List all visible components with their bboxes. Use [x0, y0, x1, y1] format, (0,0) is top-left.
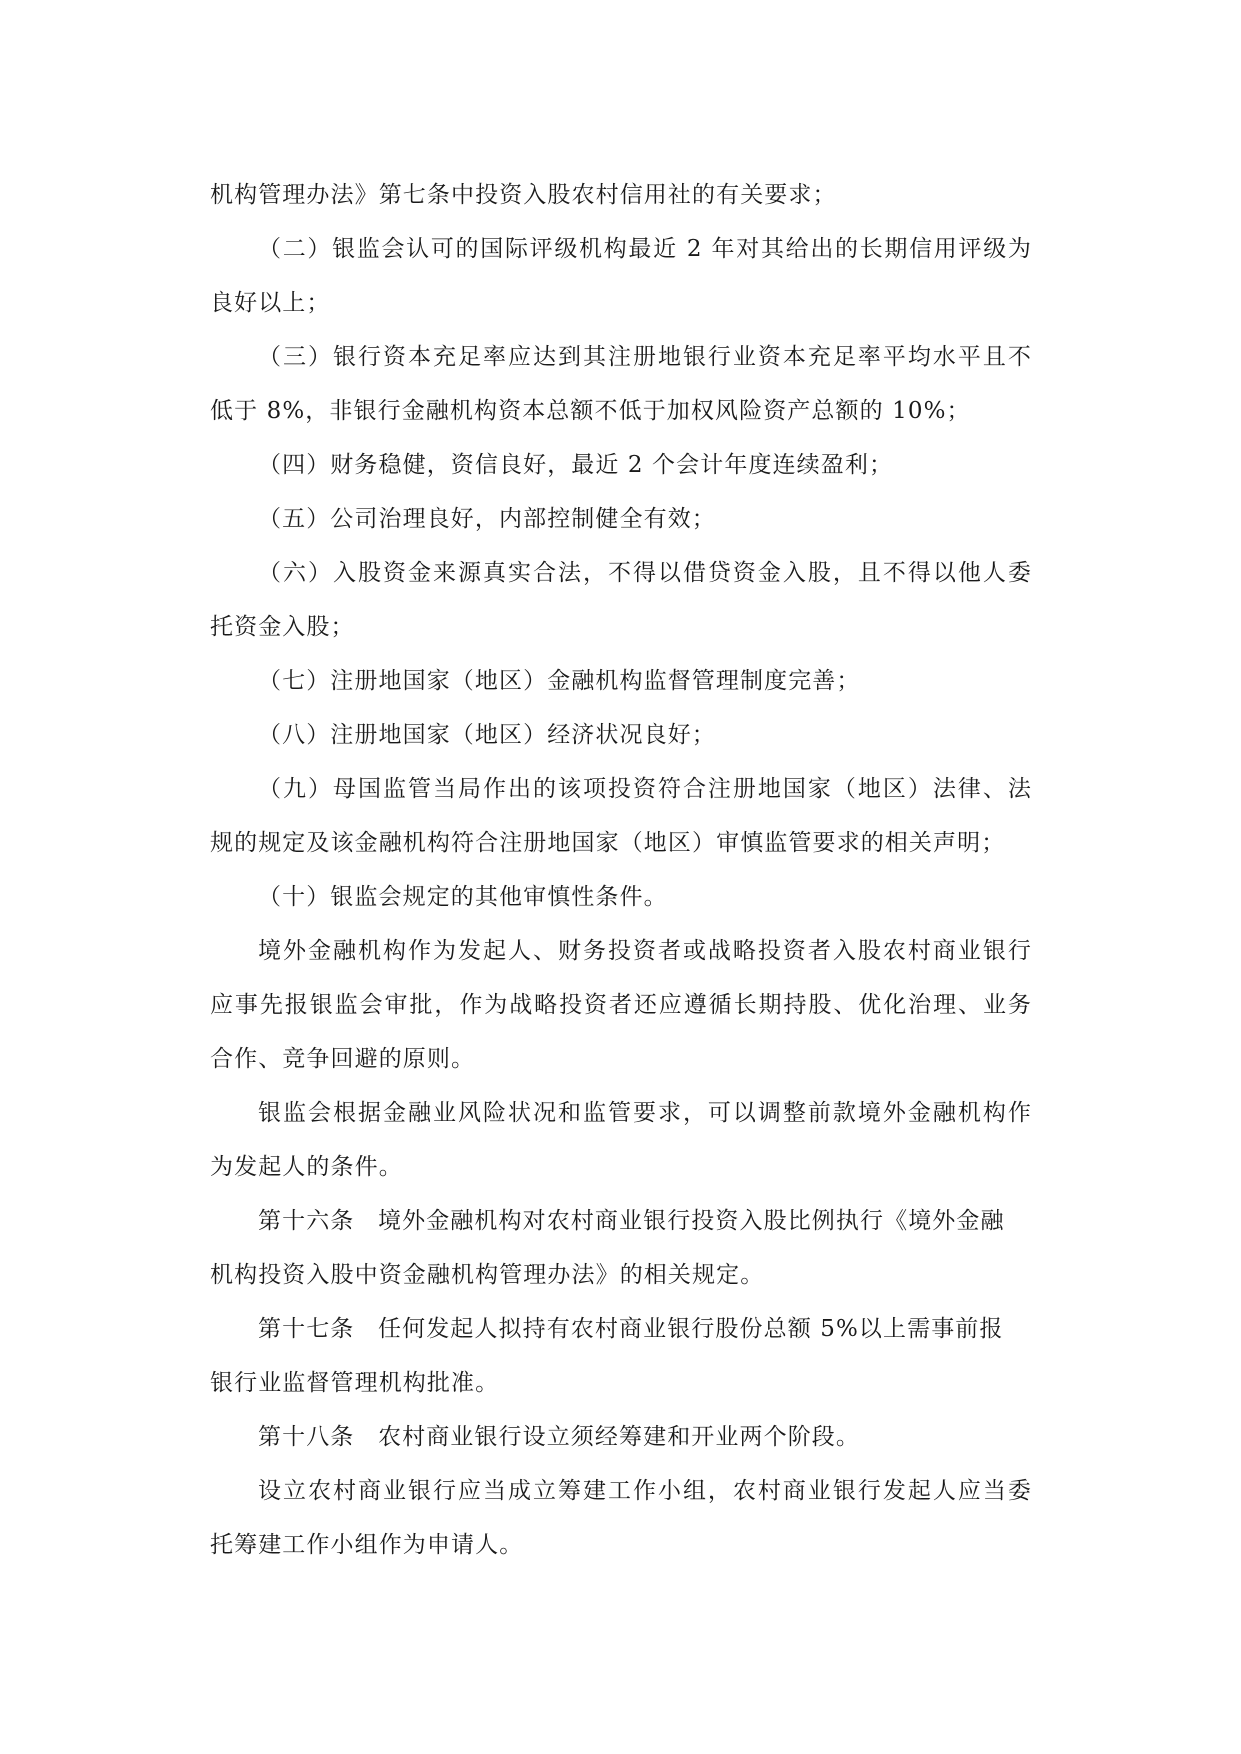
list-item-9: （九）母国监管当局作出的该项投资符合注册地国家（地区）法律、法 — [258, 776, 1032, 802]
paragraph-line: 为发起人的条件。 — [210, 1154, 403, 1180]
paragraph-line: 应事先报银监会审批，作为战略投资者还应遵循长期持股、优化治理、业务 — [210, 992, 1032, 1018]
paragraph-foreign-institutions: 境外金融机构作为发起人、财务投资者或战略投资者入股农村商业银行 — [258, 938, 1032, 964]
document-body — [210, 168, 1032, 1572]
paragraph-adjust-conditions: 银监会根据金融业风险状况和监管要求，可以调整前款境外金融机构作 — [258, 1100, 1032, 1126]
list-item-2: （二）银监会认可的国际评级机构最近 2 年对其给出的长期信用评级为 — [258, 236, 1032, 262]
list-item-10: （十）银监会规定的其他审慎性条件。 — [258, 884, 668, 910]
list-item-6: （六）入股资金来源真实合法，不得以借贷资金入股，且不得以他人委 — [258, 560, 1032, 586]
article-number: 第十八条 — [258, 1424, 355, 1450]
paragraph-line: 规的规定及该金融机构符合注册地国家（地区）审慎监管要求的相关声明； — [210, 830, 1006, 856]
paragraph-line: 银行业监督管理机构批准。 — [210, 1370, 500, 1396]
paragraph-line: 托筹建工作小组作为申请人。 — [210, 1532, 524, 1558]
paragraph-line: 良好以上； — [210, 290, 331, 316]
paragraph-preparatory-group: 设立农村商业银行应当成立筹建工作小组，农村商业银行发起人应当委 — [258, 1478, 1032, 1504]
article-number: 第十七条 — [258, 1316, 355, 1342]
article-16 — [210, 1194, 1032, 1248]
list-item-8: （八）注册地国家（地区）经济状况良好； — [258, 722, 716, 748]
list-item-7: （七）注册地国家（地区）金融机构监督管理制度完善； — [258, 668, 861, 694]
paragraph-line: 合作、竞争回避的原则。 — [210, 1046, 476, 1072]
paragraph-line: 机构投资入股中资金融机构管理办法》的相关规定。 — [210, 1262, 765, 1288]
article-number: 第十六条 — [258, 1208, 355, 1234]
paragraph-line: 机构管理办法》第七条中投资入股农村信用社的有关要求； — [210, 182, 837, 208]
article-17 — [210, 1302, 1032, 1356]
article-text: 任何发起人拟持有农村商业银行股份总额 5%以上需事前报 — [378, 1316, 1004, 1342]
list-item-3: （三）银行资本充足率应达到其注册地银行业资本充足率平均水平且不 — [258, 344, 1032, 370]
article-text: 农村商业银行设立须经筹建和开业两个阶段。 — [378, 1424, 860, 1450]
list-item-4: （四）财务稳健，资信良好，最近 2 个会计年度连续盈利； — [258, 452, 894, 478]
paragraph-line: 托资金入股； — [210, 614, 355, 640]
list-item-5: （五）公司治理良好，内部控制健全有效； — [258, 506, 716, 532]
paragraph-line: 低于 8%，非银行金融机构资本总额不低于加权风险资产总额的 10%； — [210, 398, 971, 424]
article-text: 境外金融机构对农村商业银行投资入股比例执行《境外金融 — [378, 1208, 1005, 1234]
article-18 — [210, 1410, 1032, 1464]
